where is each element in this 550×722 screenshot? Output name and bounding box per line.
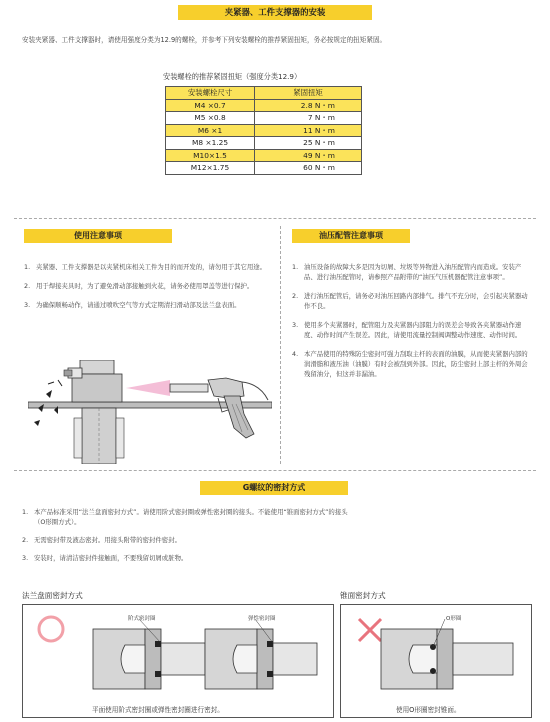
table-cell-torque: 25 N・m bbox=[255, 137, 362, 150]
list-item bbox=[24, 300, 269, 310]
section-divider bbox=[14, 470, 536, 471]
install-section-title: 夹紧器、工件支撑器的安装 bbox=[224, 7, 326, 17]
elastic-seal-label: 弹性密封圈 bbox=[248, 616, 276, 622]
table-cell-torque: 11 N・m bbox=[255, 124, 362, 137]
flange-seal-label: 法兰盘面密封方式 bbox=[22, 591, 83, 600]
gthread-list bbox=[22, 507, 352, 572]
gthread-section-header bbox=[200, 481, 348, 495]
table-cell-torque: 49 N・m bbox=[255, 149, 362, 162]
list-item-number: 3. bbox=[22, 554, 29, 562]
column-divider bbox=[280, 226, 281, 464]
hydraulic-section-header bbox=[292, 229, 410, 243]
table-header-torque: 紧固扭矩 bbox=[255, 87, 362, 100]
caution-section-title: 使用注意事项 bbox=[74, 231, 122, 240]
table-row bbox=[166, 112, 362, 125]
list-item-number: 2. bbox=[24, 282, 31, 290]
table-cell-torque: 60 N・m bbox=[255, 162, 362, 175]
list-item-text: 为确保顺畅动作，请通过喷吹空气等方式定期清扫滑动部及法兰盘表面。 bbox=[36, 301, 241, 309]
list-item bbox=[22, 553, 352, 563]
flange-seal-diagram bbox=[22, 604, 334, 718]
list-item-number: 1. bbox=[292, 263, 299, 271]
cone-seal-drawing bbox=[341, 605, 531, 717]
list-item bbox=[292, 320, 532, 340]
list-item bbox=[292, 291, 532, 311]
gthread-section-title: G螺纹的密封方式 bbox=[242, 483, 306, 492]
table-cell-size: M10×1.5 bbox=[166, 149, 255, 162]
install-intro-text: 安装夹紧器、工件支撑器时，请使用强度分类为12.9的螺栓，并参考下列安装螺栓的推荐紧固扭矩，务必按规定的扭矩紧固。 bbox=[22, 36, 387, 44]
list-item bbox=[24, 262, 269, 272]
table-cell-size: M5 ×0.8 bbox=[166, 112, 255, 125]
ok-circle-icon bbox=[39, 617, 63, 641]
list-item-text: 进行油压配管后，请务必对油压回路内部排气。排气不充分时，会引起夹紧器动作不良。 bbox=[304, 292, 528, 310]
list-item-number: 1. bbox=[22, 508, 29, 516]
list-item-number: 2. bbox=[292, 292, 299, 300]
table-row bbox=[166, 137, 362, 150]
table-cell-torque: 2.8 N・m bbox=[255, 99, 362, 112]
stepped-seal-label: 阶式密封圈 bbox=[128, 616, 156, 622]
flange-seal-drawing bbox=[23, 605, 333, 717]
list-item-number: 3. bbox=[24, 301, 31, 309]
cone-seal-caption: 使用O形圈密封锥面。 bbox=[396, 706, 461, 714]
flange-seal-caption: 平面使用阶式密封圈或弹性密封圈进行密封。 bbox=[92, 706, 224, 714]
section-divider bbox=[14, 218, 536, 219]
table-row bbox=[166, 124, 362, 137]
list-item bbox=[22, 507, 352, 527]
list-item-text: 无需密封带及液态密封。用接头附带的密封件密封。 bbox=[34, 536, 181, 544]
list-item bbox=[292, 262, 532, 282]
list-item-text: 安装时，请清洁密封件接触面，不要残留切屑或脏物。 bbox=[34, 554, 188, 562]
list-item-text: 使用多个夹紧器时，配管阻力及夹紧器内部阻力的误差会导致各夹紧器动作速度、动作时间产生误差。因此，请使用流量控制阀调整动作速度、动作时间。 bbox=[304, 321, 522, 339]
air-blow-cleaning-illustration bbox=[28, 360, 272, 464]
list-item-text: 本产品使用的特殊防尘密封可强力刮取主杆的表面的油膜，从而使夹紧器内部的润滑脂和液压油（油膜）有时会被刮到外部。因此，防尘密封上部主杆的外周会残留油分，但这并非漏油。 bbox=[304, 350, 528, 378]
list-item-number: 2. bbox=[22, 536, 29, 544]
list-item-text: 本产品标准采用“法兰盘面密封方式”。请使用阶式密封圈或弹性密封圈的接头。不能使用“锥面密封方式”的接头（O形圈方式）。 bbox=[34, 508, 348, 526]
table-row bbox=[166, 99, 362, 112]
install-section-header bbox=[178, 5, 372, 20]
table-cell-size: M6 ×1 bbox=[166, 124, 255, 137]
table-cell-torque: 7 N・m bbox=[255, 112, 362, 125]
caution-section-header bbox=[24, 229, 172, 243]
table-header-row bbox=[166, 87, 362, 100]
hydraulic-list bbox=[292, 262, 532, 388]
torque-table-title: 安装螺栓的推荐紧固扭矩（强度分类12.9） bbox=[163, 72, 302, 81]
table-cell-size: M12×1.75 bbox=[166, 162, 255, 175]
list-item-number: 3. bbox=[292, 321, 299, 329]
table-cell-size: M8 ×1.25 bbox=[166, 137, 255, 150]
list-item bbox=[24, 281, 269, 291]
ng-cross-icon bbox=[359, 619, 381, 641]
list-item-number: 4. bbox=[292, 350, 299, 358]
o-ring-label: O形圈 bbox=[446, 616, 462, 622]
cone-seal-label: 锥面密封方式 bbox=[340, 591, 386, 600]
list-item bbox=[22, 535, 352, 545]
table-row bbox=[166, 149, 362, 162]
table-row bbox=[166, 162, 362, 175]
list-item-text: 用于焊接夹具时，为了避免滑动部接触到火花，请务必使用罩盖等进行保护。 bbox=[36, 282, 254, 290]
list-item bbox=[292, 349, 532, 379]
hydraulic-section-title: 油压配管注意事项 bbox=[319, 231, 383, 240]
table-header-size: 安装螺栓尺寸 bbox=[166, 87, 255, 100]
list-item-text: 夹紧器、工件支撑器是以夹紧机床相关工件为目的而开发的，请勿用于其它用途。 bbox=[36, 263, 267, 271]
caution-list bbox=[24, 262, 269, 319]
torque-table bbox=[165, 86, 362, 175]
list-item-number: 1. bbox=[24, 263, 31, 271]
list-item-text: 油压设备的故障大多是因为切屑、垃圾等异物进入油压配管内而造成。安装产品、进行油压配管时，请参照产品附带的“油压气压机器配管注意事项”。 bbox=[304, 263, 522, 281]
cone-seal-diagram bbox=[340, 604, 532, 718]
table-cell-size: M4 ×0.7 bbox=[166, 99, 255, 112]
